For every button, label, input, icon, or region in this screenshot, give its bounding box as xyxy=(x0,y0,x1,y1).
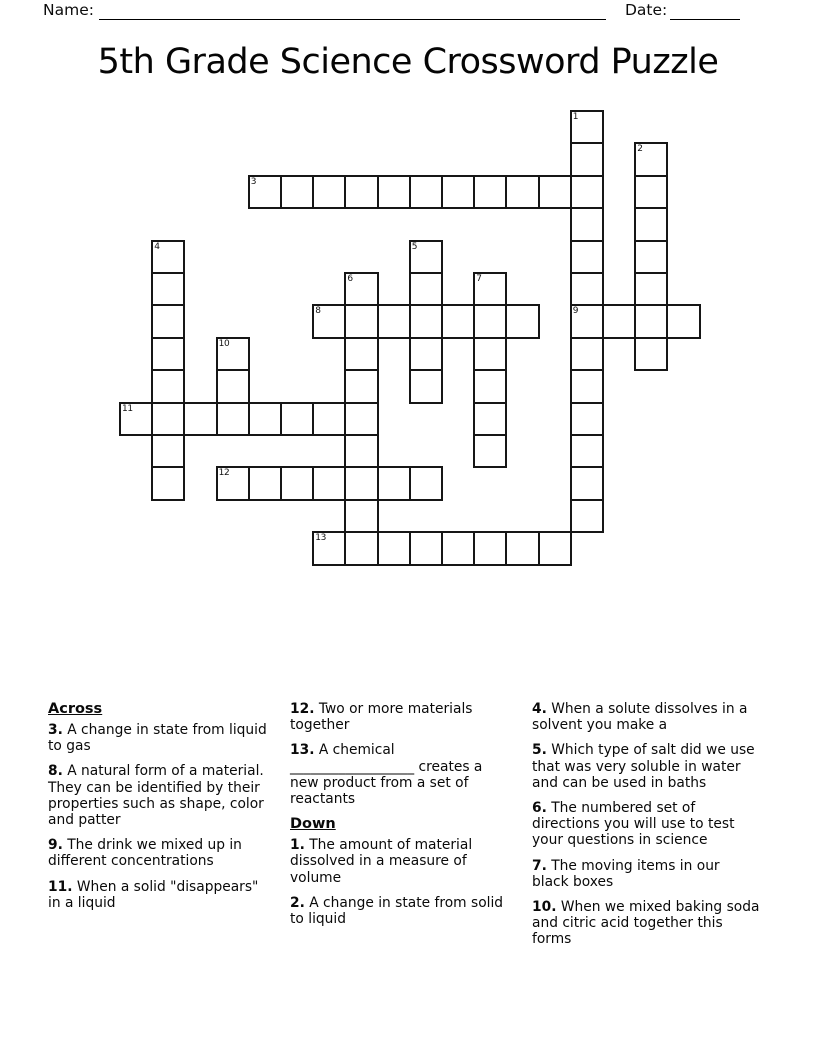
grid-cell[interactable] xyxy=(151,402,185,436)
clue-item xyxy=(48,837,274,869)
grid-cell[interactable] xyxy=(473,337,507,371)
grid-cell[interactable] xyxy=(280,402,314,436)
clue-item xyxy=(532,701,760,733)
grid-cell[interactable] xyxy=(216,402,250,436)
grid-cell[interactable] xyxy=(473,402,507,436)
grid-cell[interactable] xyxy=(570,207,604,241)
grid-cell[interactable] xyxy=(570,142,604,176)
grid-cell[interactable] xyxy=(505,304,539,338)
grid-cell[interactable] xyxy=(344,337,378,371)
grid-cell[interactable] xyxy=(344,434,378,468)
grid-cell[interactable] xyxy=(473,531,507,565)
clue-item xyxy=(290,837,504,886)
clue-item xyxy=(532,742,760,791)
clue-number: 4. xyxy=(532,701,547,717)
cell-number: 11 xyxy=(122,403,133,414)
clue-column-2 xyxy=(290,701,504,936)
grid-cell[interactable] xyxy=(409,531,443,565)
grid-cell[interactable] xyxy=(409,304,443,338)
grid-cell[interactable] xyxy=(377,304,411,338)
clue-text: When a solute dissolves in a solvent you make a xyxy=(532,701,748,734)
clue-column-3 xyxy=(532,701,760,957)
clue-number: 13. xyxy=(290,742,315,759)
grid-cell[interactable] xyxy=(377,466,411,500)
grid-cell[interactable] xyxy=(409,175,443,209)
grid-cell[interactable] xyxy=(344,369,378,403)
grid-cell[interactable] xyxy=(312,402,346,436)
grid-cell[interactable] xyxy=(441,175,475,209)
cell-number: 9 xyxy=(572,306,579,317)
clue-text: A change in state from liquid to gas xyxy=(48,722,267,755)
grid-cell[interactable] xyxy=(409,369,443,403)
clue-number: 7. xyxy=(532,857,547,874)
grid-cell[interactable] xyxy=(570,369,604,403)
grid-cell[interactable] xyxy=(602,304,636,338)
cell-number: 12 xyxy=(218,468,230,479)
clue-item xyxy=(290,742,504,807)
grid-cell[interactable] xyxy=(634,207,668,241)
clue-number: 9. xyxy=(48,837,63,854)
date-fill-line[interactable] xyxy=(670,19,740,20)
clue-item xyxy=(48,763,274,828)
clue-number: 1. xyxy=(290,837,305,854)
clue-item xyxy=(532,858,760,890)
clue-item xyxy=(290,701,504,733)
grid-cell[interactable] xyxy=(151,466,185,500)
clue-text: When a solid "disappears" in a liquid xyxy=(48,878,259,911)
grid-cell[interactable] xyxy=(344,175,378,209)
clue-item xyxy=(532,800,760,849)
grid-cell[interactable] xyxy=(151,272,185,306)
clue-text: The numbered set of directions you will use to test your questions in science xyxy=(532,800,735,849)
clue-number: 8. xyxy=(48,763,63,780)
grid-cell[interactable] xyxy=(570,175,604,209)
clue-number: 5. xyxy=(532,742,547,759)
cell-number: 13 xyxy=(315,533,327,544)
grid-cell[interactable] xyxy=(505,175,539,209)
name-label: Name: xyxy=(43,1,94,19)
grid-cell[interactable] xyxy=(666,304,700,338)
clue-text: A change in state from solid to liquid xyxy=(290,894,504,928)
clue-number: 6. xyxy=(532,800,547,817)
clue-text: The amount of material dissolved in a measure of volume xyxy=(290,837,473,886)
grid-cell[interactable] xyxy=(634,337,668,371)
name-fill-line[interactable] xyxy=(99,19,606,20)
grid-cell[interactable] xyxy=(473,304,507,338)
grid-cell[interactable] xyxy=(280,466,314,500)
grid-cell[interactable] xyxy=(409,466,443,500)
grid-cell[interactable] xyxy=(570,272,604,306)
grid-cell[interactable] xyxy=(570,499,604,533)
grid-cell[interactable] xyxy=(344,499,378,533)
grid-cell[interactable] xyxy=(183,402,217,436)
cell-number: 8 xyxy=(315,306,321,317)
grid-cell[interactable] xyxy=(473,175,507,209)
grid-cell[interactable] xyxy=(634,240,668,274)
grid-cell[interactable] xyxy=(344,531,378,565)
grid-cell[interactable] xyxy=(570,466,604,500)
clue-text: A natural form of a material. They can be identified by their properties such as shape, color and patter xyxy=(48,763,264,829)
grid-cell[interactable] xyxy=(570,402,604,436)
clue-number: 11. xyxy=(48,878,73,895)
grid-cell[interactable] xyxy=(312,466,346,500)
clue-number: 10. xyxy=(532,899,557,916)
grid-cell[interactable] xyxy=(538,175,572,209)
clue-text: Two or more materials together xyxy=(290,701,473,734)
cell-number: 7 xyxy=(476,274,482,284)
grid-cell[interactable] xyxy=(151,434,185,468)
cell-number: 3 xyxy=(250,176,257,187)
clue-item xyxy=(48,879,274,911)
cell-number: 2 xyxy=(637,144,643,155)
clue-text: When we mixed baking soda and citric acid together this forms xyxy=(532,899,760,948)
grid-cell[interactable] xyxy=(473,369,507,403)
grid-cell[interactable] xyxy=(248,466,282,500)
clue-column-1 xyxy=(48,701,274,920)
clue-number: 12. xyxy=(290,701,315,717)
down-header: Down xyxy=(290,816,336,833)
grid-cell[interactable] xyxy=(570,240,604,274)
grid-cell[interactable] xyxy=(634,272,668,306)
grid-cell[interactable] xyxy=(280,175,314,209)
clue-item xyxy=(290,895,504,927)
date-label: Date: xyxy=(625,1,668,19)
clue-text: The drink we mixed up in different concentrations xyxy=(48,837,242,870)
grid-cell[interactable] xyxy=(409,337,443,371)
grid-cell[interactable] xyxy=(634,304,668,338)
grid-cell[interactable] xyxy=(377,531,411,565)
grid-cell[interactable] xyxy=(151,337,185,371)
clue-item xyxy=(48,722,274,754)
cell-number: 6 xyxy=(347,274,353,284)
grid-cell[interactable] xyxy=(344,304,378,338)
grid-cell[interactable] xyxy=(441,531,475,565)
grid-cell[interactable] xyxy=(344,466,378,500)
grid-cell[interactable] xyxy=(441,304,475,338)
grid-cell[interactable] xyxy=(409,272,443,306)
grid-cell[interactable] xyxy=(570,337,604,371)
grid-cell[interactable] xyxy=(377,175,411,209)
across-header: Across xyxy=(48,701,103,717)
cell-number: 4 xyxy=(154,241,160,252)
grid-cell[interactable] xyxy=(473,434,507,468)
grid-cell[interactable] xyxy=(312,175,346,209)
clue-number: 2. xyxy=(290,894,305,911)
grid-cell[interactable] xyxy=(538,531,572,565)
clue-number: 3. xyxy=(48,722,63,738)
grid-cell[interactable] xyxy=(634,175,668,209)
grid-cell[interactable] xyxy=(151,369,185,403)
grid-cell[interactable] xyxy=(216,369,250,403)
cell-number: 10 xyxy=(218,338,230,349)
clue-item xyxy=(532,899,760,948)
cell-number: 5 xyxy=(411,241,418,252)
grid-cell[interactable] xyxy=(151,304,185,338)
clue-text: The moving items in our black boxes xyxy=(532,857,720,890)
grid-cell[interactable] xyxy=(505,531,539,565)
cell-number: 1 xyxy=(572,112,579,122)
grid-cell[interactable] xyxy=(344,402,378,436)
page-title: 5th Grade Science Crossword Puzzle xyxy=(97,42,719,82)
grid-cell[interactable] xyxy=(248,402,282,436)
grid-cell[interactable] xyxy=(570,434,604,468)
clue-text: Which type of salt did we use that was very soluble in water and can be used in baths xyxy=(532,742,755,791)
clue-text: A chemical __________________ creates a new product from a set of reactants xyxy=(290,742,483,808)
